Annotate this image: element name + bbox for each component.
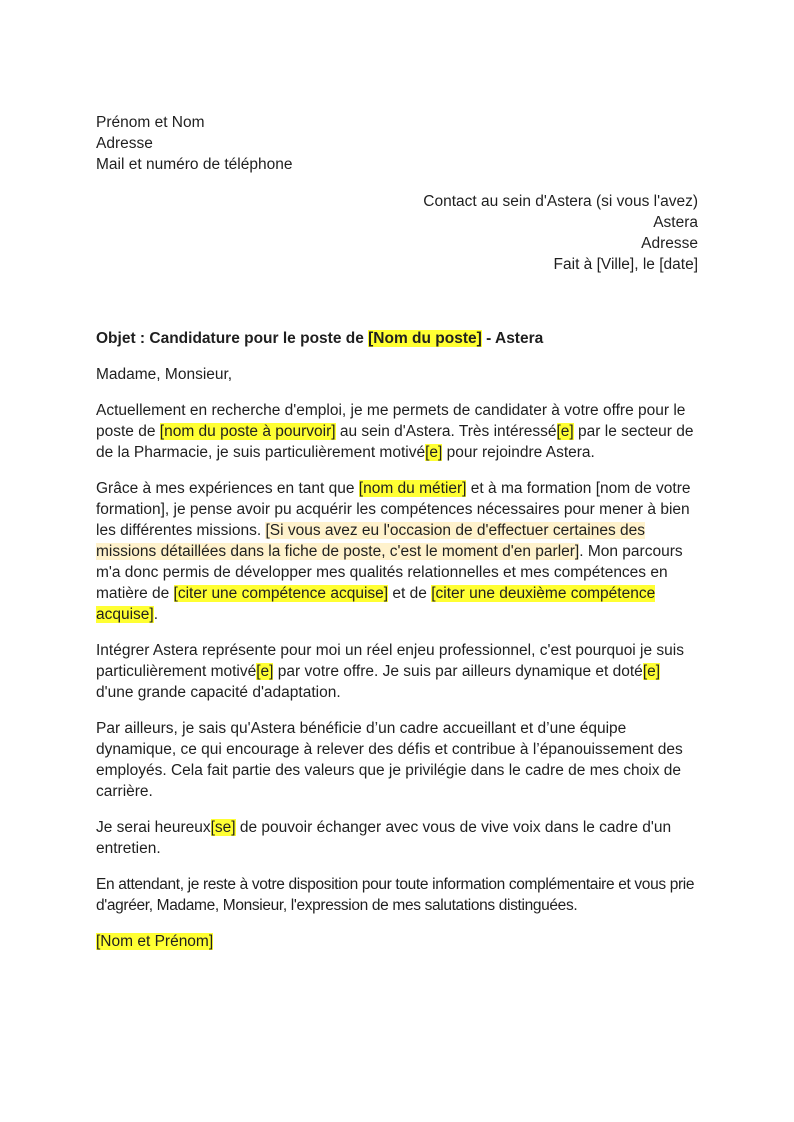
text: . xyxy=(153,606,159,623)
placeholder-highlight: [nom du poste à pourvoir] xyxy=(159,423,336,440)
paragraph-closing: En attendant, je reste à votre disposition pour toute information complémentaire et vous prie d'agréer, Madame, Monsieur, l'expression de mes salutations distinguées. xyxy=(96,876,695,914)
sender-block xyxy=(96,112,292,175)
recipient-block xyxy=(423,191,698,275)
text: pour rejoindre Astera. xyxy=(442,444,595,461)
letter-object xyxy=(96,328,698,349)
paragraph-intro xyxy=(96,400,698,463)
placeholder-highlight: [citer une deuxième compétence acquise] xyxy=(96,585,656,623)
text: par le secteur de de la Pharmacie, je suis particulièrement motivé xyxy=(96,423,694,461)
recipient-contact: Contact au sein d'Astera (si vous l'avez) xyxy=(423,193,698,210)
sender-address: Adresse xyxy=(96,135,153,152)
placeholder-highlight: [e] xyxy=(642,663,661,680)
placeholder-highlight: [se] xyxy=(210,819,236,836)
text: par votre offre. Je suis par ailleurs dynamique et doté xyxy=(273,663,643,680)
object-placeholder: [Nom du poste] xyxy=(368,330,482,347)
placeholder-highlight: [e] xyxy=(556,423,574,440)
sender-contact: Mail et numéro de téléphone xyxy=(96,156,293,173)
text: Grâce à mes expériences en tant que xyxy=(96,480,359,497)
place-date xyxy=(423,254,698,275)
object-prefix: Objet : Candidature pour le poste de xyxy=(96,330,369,347)
placeholder-highlight: [citer une compétence acquise] xyxy=(173,585,389,602)
recipient-address: Adresse xyxy=(641,235,698,252)
paragraph-experience xyxy=(96,478,698,625)
paragraph-interview xyxy=(96,817,698,859)
place-date-text: Fait à [Ville], le xyxy=(553,256,660,273)
paragraph-company: Par ailleurs, je sais qu'Astera bénéficie d’un cadre accueillant et d’une équipe dynamique, ce qui encourage à relever des défis et contribue à l’épanouissement des employés. Cela fait partie des valeurs que je privilégie dans le cadre de mes choix de carrière. xyxy=(96,720,683,800)
date-placeholder: [date] xyxy=(659,256,698,273)
text: et à ma formation [nom de votre formation], je pense avoir pu acquérir les compétences nécessaires pour mener à bien les différentes missions. xyxy=(96,480,691,539)
object-suffix: - Astera xyxy=(481,330,544,347)
greeting: Madame, Monsieur, xyxy=(96,366,233,383)
signature xyxy=(96,931,698,952)
signature-placeholder: [Nom et Prénom] xyxy=(96,933,214,950)
recipient-company: Astera xyxy=(653,214,698,231)
placeholder-highlight: [e] xyxy=(256,663,274,680)
text: Actuellement en recherche d'emploi, je me permets de candidater à votre offre pour le poste de xyxy=(96,402,686,440)
placeholder-highlight: [e] xyxy=(425,444,443,461)
letter-body xyxy=(96,328,698,967)
text: d'une grande capacité d'adaptation. xyxy=(96,684,341,701)
text: de pouvoir échanger avec vous de vive voix dans le cadre d'un entretien. xyxy=(96,819,672,857)
sender-name: Prénom et Nom xyxy=(96,114,205,131)
text: Intégrer Astera représente pour moi un réel enjeu professionnel, c'est pourquoi je suis particulièrement motivé xyxy=(96,642,684,680)
placeholder-highlight-soft: [Si vous avez eu l'occasion de d'effectuer certaines des missions détaillées dans la fiche de poste, c'est le moment d'en parler] xyxy=(96,522,646,560)
text: Je serai heureux xyxy=(96,819,211,836)
text: . Mon parcours m'a donc permis de développer mes qualités relationnelles et mes compétences en matière de xyxy=(96,543,683,602)
text: au sein d'Astera. Très intéressé xyxy=(335,423,557,440)
placeholder-highlight: [nom du métier] xyxy=(358,480,467,497)
paragraph-motivation xyxy=(96,640,698,703)
text: et de xyxy=(388,585,432,602)
